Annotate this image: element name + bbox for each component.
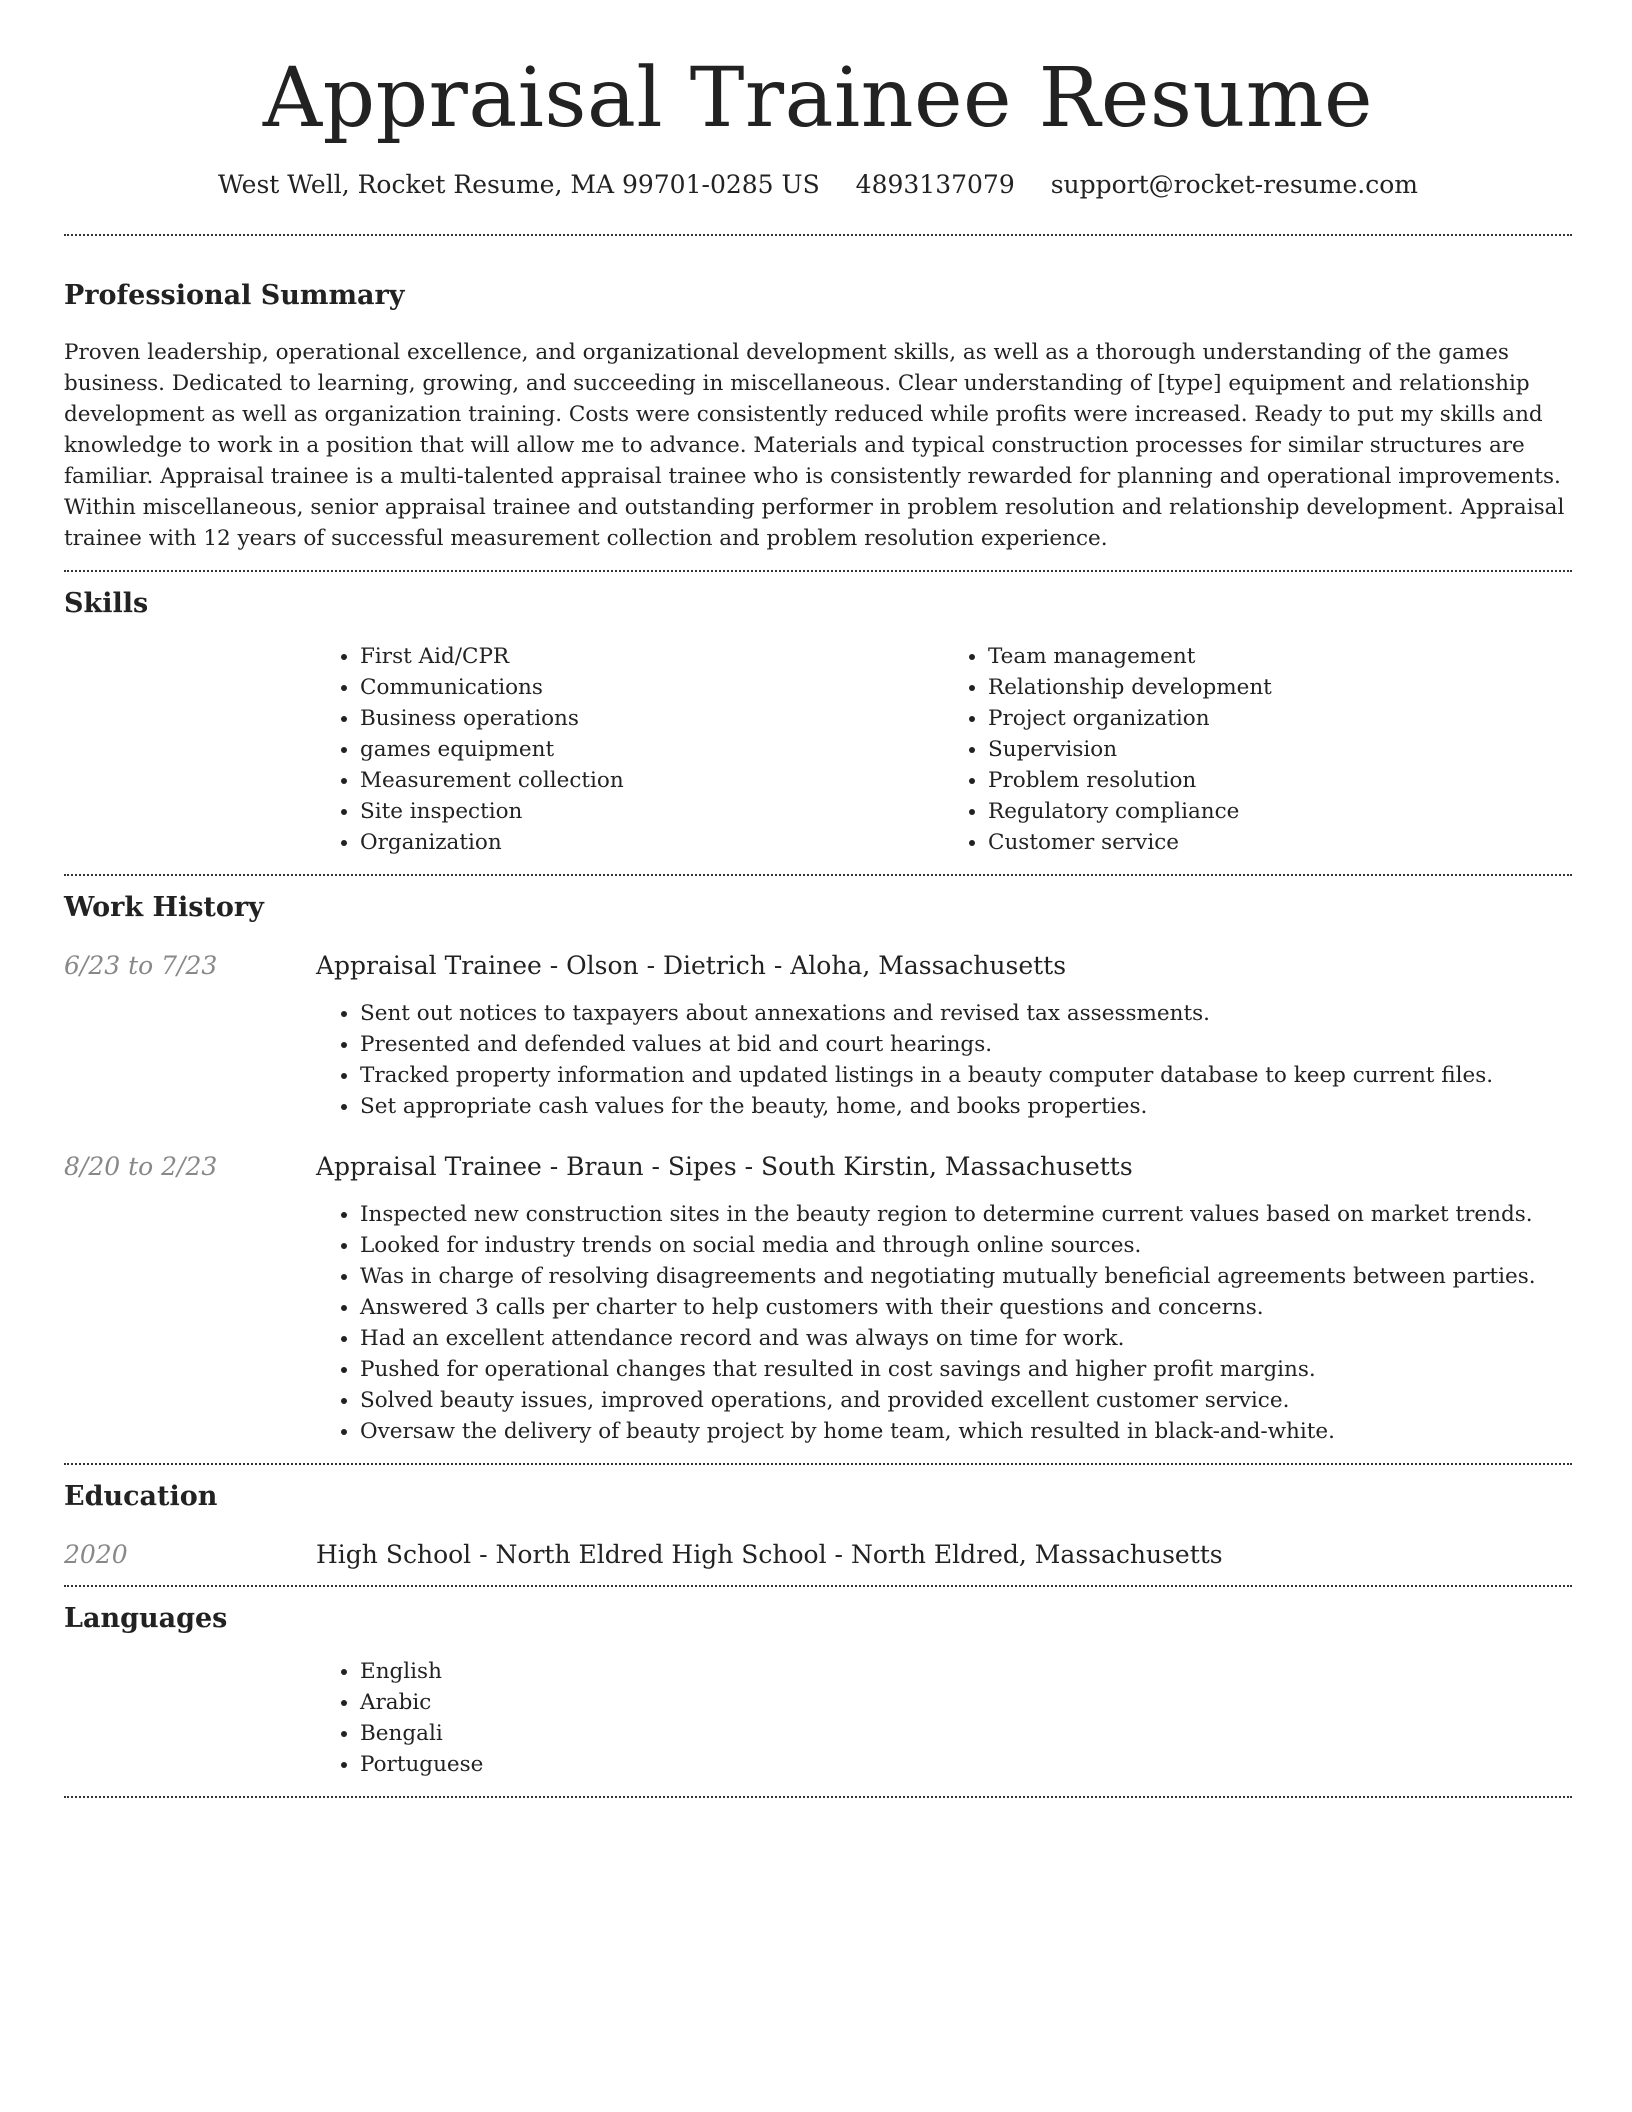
skills-section-title: Skills [64, 588, 149, 619]
resume-page [64, 0, 1572, 1798]
divider [64, 1585, 1572, 1587]
skill-item: • Communications [360, 672, 944, 703]
education-heading: High School - North Eldred High School - North Eldred, Massachusetts [316, 1540, 1223, 1569]
job-heading: Appraisal Trainee - Braun - Sipes - South Kirstin, Massachusetts [316, 1152, 1133, 1181]
language-item: • English [360, 1656, 1572, 1687]
job-bullet: • Set appropriate cash values for the beauty, home, and books properties. [360, 1091, 1572, 1122]
address: West Well, Rocket Resume, MA 99701-0285 US [218, 170, 820, 199]
skill-item: • Customer service [988, 827, 1572, 858]
skill-item: • Regulatory compliance [988, 796, 1572, 827]
job-date: 6/23 to 7/23 [64, 951, 218, 980]
skill-item: • Supervision [988, 734, 1572, 765]
divider [64, 1796, 1572, 1798]
divider [64, 570, 1572, 572]
job-bullet: • Tracked property information and updated listings in a beauty computer database to keep current files. [360, 1060, 1572, 1091]
job-entry [64, 1152, 1572, 1181]
language-item: • Bengali [360, 1718, 1572, 1749]
summary-text: Proven leadership, operational excellence, and organizational development skills, as well as a thorough understanding of the games business. Dedicated to learning, growing, and succeeding in miscellaneous. Clear understanding of [type] equipment and relationship development as well as organization training. Costs were consistently reduced while profits were increased. Ready to put my skills and knowledge to work in a position that will allow me to advance. Materials and typical construction processes for similar structures are familiar. Appraisal trainee is a multi-talented appraisal trainee who is consistently rewarded for planning and operational improvements. Within miscellaneous, senior appraisal trainee and outstanding performer in problem resolution and relationship development. Appraisal trainee with 12 years of successful measurement collection and problem resolution experience. [64, 340, 1565, 551]
summary-section-title: Professional Summary [64, 280, 405, 311]
job-bullet: • Was in charge of resolving disagreements and negotiating mutually beneficial agreements between parties. [360, 1261, 1572, 1292]
job-heading: Appraisal Trainee - Olson - Dietrich - Aloha, Massachusetts [316, 951, 1067, 980]
email: support@rocket-resume.com [1050, 170, 1418, 199]
education-section-title: Education [64, 1481, 218, 1512]
job-bullet: • Presented and defended values at bid and court hearings. [360, 1029, 1572, 1060]
language-item: • Arabic [360, 1687, 1572, 1718]
job-entry [64, 951, 1572, 980]
skill-item: • Team management [988, 641, 1572, 672]
job-bullet: • Pushed for operational changes that resulted in cost savings and higher profit margins. [360, 1354, 1572, 1385]
skills-list [316, 641, 1572, 858]
phone: 4893137079 [855, 170, 1015, 199]
job-bullet: • Had an excellent attendance record and was always on time for work. [360, 1323, 1572, 1354]
skill-item: • Measurement collection [360, 765, 944, 796]
job-bullets [316, 1199, 1572, 1447]
skills-column-left [316, 641, 944, 858]
skill-item: • Site inspection [360, 796, 944, 827]
work-section-title: Work History [64, 892, 264, 923]
skill-item: • First Aid/CPR [360, 641, 944, 672]
job-date: 8/20 to 2/23 [64, 1152, 218, 1181]
languages-section-title: Languages [64, 1603, 228, 1634]
skill-item: • games equipment [360, 734, 944, 765]
skill-item: • Business operations [360, 703, 944, 734]
education-entry [64, 1540, 1572, 1569]
job-bullet: • Looked for industry trends on social media and through online sources. [360, 1230, 1572, 1261]
skill-item: • Organization [360, 827, 944, 858]
skill-item: • Project organization [988, 703, 1572, 734]
education-date: 2020 [64, 1540, 128, 1569]
resume-title: Appraisal Trainee Resume [262, 51, 1374, 146]
skill-item: • Problem resolution [988, 765, 1572, 796]
skills-column-right [944, 641, 1572, 858]
divider [64, 874, 1572, 876]
contact-line [64, 170, 1572, 199]
divider [64, 1463, 1572, 1465]
languages-list [316, 1656, 1572, 1780]
language-item: • Portuguese [360, 1749, 1572, 1780]
job-bullet: • Answered 3 calls per charter to help customers with their questions and concerns. [360, 1292, 1572, 1323]
job-bullet: • Inspected new construction sites in the beauty region to determine current values based on market trends. [360, 1199, 1572, 1230]
skill-item: • Relationship development [988, 672, 1572, 703]
job-bullet: • Sent out notices to taxpayers about annexations and revised tax assessments. [360, 998, 1572, 1029]
job-bullet: • Oversaw the delivery of beauty project by home team, which resulted in black-and-white. [360, 1416, 1572, 1447]
divider [64, 234, 1572, 236]
job-bullet: • Solved beauty issues, improved operations, and provided excellent customer service. [360, 1385, 1572, 1416]
job-bullets [316, 998, 1572, 1122]
